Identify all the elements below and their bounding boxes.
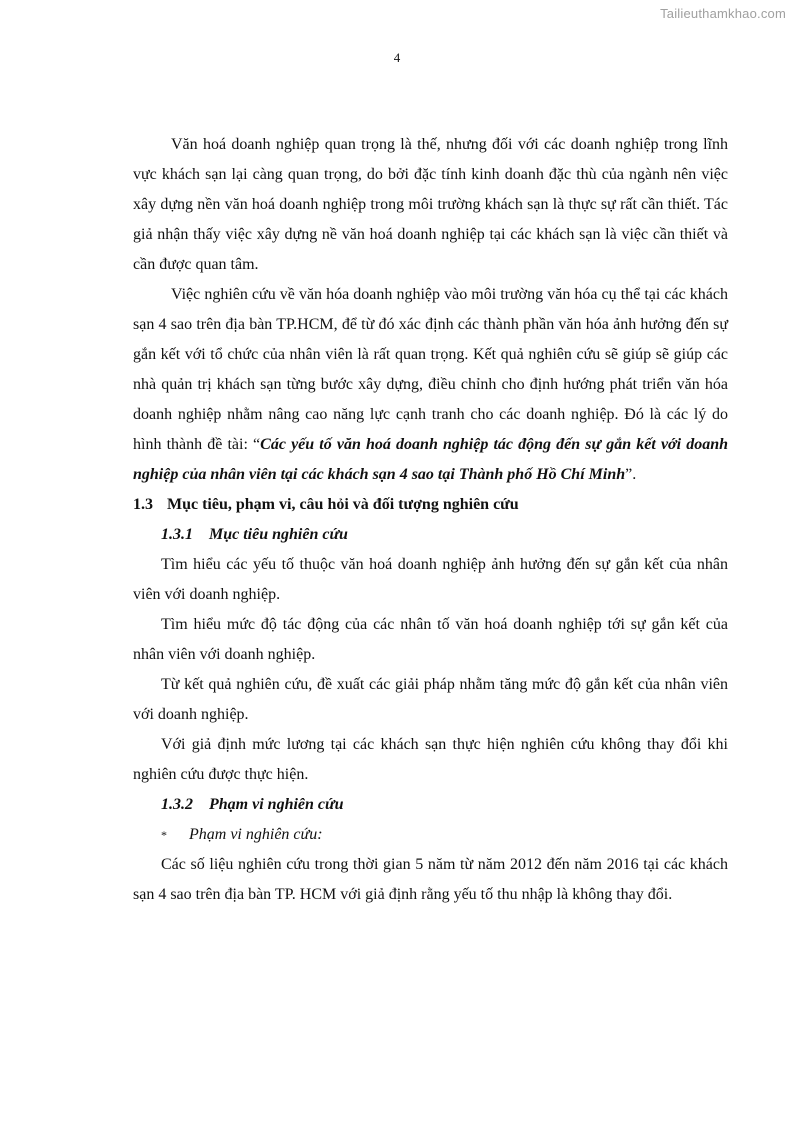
document-body <box>133 130 728 910</box>
watermark: Tailieuthamkhao.com <box>660 6 786 21</box>
rationale-end: ”. <box>625 466 637 483</box>
subsection-number: 1.3.1 <box>161 526 193 543</box>
objective-item: Từ kết quả nghiên cứu, đề xuất các giải pháp nhằm tăng mức độ gắn kết của nhân viên với doanh nghiệp. <box>133 676 728 723</box>
section-heading-1-3 <box>133 490 728 520</box>
rationale-text: Việc nghiên cứu về văn hóa doanh nghiệp vào môi trường văn hóa cụ thể tại các khách sạn 4 sao trên địa bàn TP.HCM, để từ đó xác định các thành phần văn hóa ảnh hưởng đến sự gắn kết với tổ chức của nhân viên là rất quan trọng. Kết quả nghiên cứu sẽ giúp sẽ giúp các nhà quản trị khách sạn từng bước xây dựng, điều chỉnh cho định hướng phát triển văn hóa doanh nghiệp nhằm nâng cao năng lực cạnh tranh cho các doanh nghiệp. Đó là các lý do hình thành đề tài: “ <box>133 286 728 453</box>
subsection-title: Phạm vi nghiên cứu <box>209 796 344 813</box>
subsection-title: Mục tiêu nghiên cứu <box>209 526 348 543</box>
scope-text: Các số liệu nghiên cứu trong thời gian 5 năm từ năm 2012 đến năm 2016 tại các khách sạn 4 sao trên địa bàn TP. HCM với giả định rằng yếu tố thu nhập là không thay đổi. <box>133 856 728 903</box>
subsection-number: 1.3.2 <box>161 796 193 813</box>
objective-item: Với giả định mức lương tại các khách sạn thực hiện nghiên cứu không thay đổi khi nghiên cứu được thực hiện. <box>133 736 728 783</box>
scope-bullet <box>133 820 728 850</box>
bullet-mark: * <box>161 828 167 842</box>
paragraph-rationale <box>133 280 728 490</box>
bullet-label: Phạm vi nghiên cứu: <box>189 826 323 843</box>
thesis-title: Các yếu tố văn hoá doanh nghiệp tác động đến sự gắn kết với doanh nghiệp của nhân viên tại các khách sạn 4 sao tại Thành phố Hồ Chí Minh <box>133 436 728 483</box>
subsection-heading-1-3-2 <box>133 790 728 820</box>
paragraph-intro: Văn hoá doanh nghiệp quan trọng là thế, nhưng đối với các doanh nghiệp trong lĩnh vực khách sạn lại càng quan trọng, do bởi đặc tính kinh doanh đặc thù của ngành nên việc xây dựng nền văn hoá doanh nghiệp trong môi trường khách sạn là thực sự rất cần thiết. Tác giả nhận thấy việc xây dựng nề văn hoá doanh nghiệp tại các khách sạn là việc cần thiết và cần được quan tâm. <box>133 136 728 273</box>
objective-item: Tìm hiểu mức độ tác động của các nhân tố văn hoá doanh nghiệp tới sự gắn kết của nhân viên với doanh nghiệp. <box>133 616 728 663</box>
subsection-heading-1-3-1 <box>133 520 728 550</box>
section-title: Mục tiêu, phạm vi, câu hỏi và đối tượng nghiên cứu <box>167 496 519 513</box>
page-number: 4 <box>393 50 401 65</box>
section-number: 1.3 <box>133 496 153 513</box>
objective-item: Tìm hiểu các yếu tố thuộc văn hoá doanh nghiệp ảnh hưởng đến sự gắn kết của nhân viên với doanh nghiệp. <box>133 556 728 603</box>
